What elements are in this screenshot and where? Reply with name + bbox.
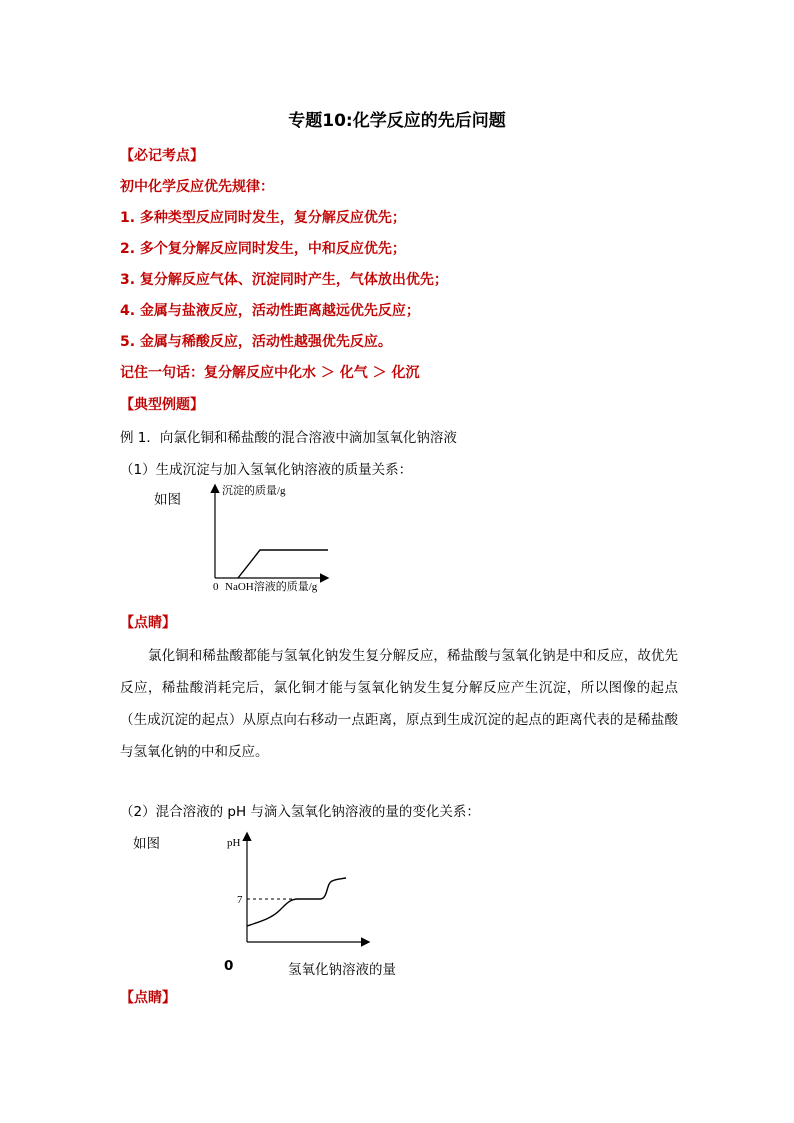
graph-precipitate-mass xyxy=(205,480,335,598)
rule-item: 3. 复分解反应气体、沉淀同时产生，气体放出优先； xyxy=(120,272,448,288)
section-heading-tip-2: 【点睛】 xyxy=(120,990,176,1006)
graph-ph-change xyxy=(220,826,380,976)
rule-item: 2. 多个复分解反应同时发生，中和反应优先； xyxy=(120,241,406,257)
ph-curve xyxy=(247,878,346,926)
rules-intro: 初中化学反应优先规律： xyxy=(120,179,274,195)
question-1-text: （1）生成沉淀与加入氢氧化钠溶液的质量关系： xyxy=(120,462,413,478)
graph2-x-axis-label: 氢氧化钠溶液的量 xyxy=(288,962,396,978)
ph-7-tick-label: 7 xyxy=(237,894,243,906)
section-heading-tip: 【点睛】 xyxy=(120,615,176,631)
section-heading-must-remember: 【必记考点】 xyxy=(120,148,204,164)
figure-label-1: 如图 xyxy=(154,492,181,508)
figure-label-2: 如图 xyxy=(133,836,160,852)
remember-line: 记住一句话：复分解反应中化水 ＞ 化气 ＞ 化沉 xyxy=(120,365,420,381)
precipitate-curve xyxy=(238,550,328,578)
y-axis-label: 沉淀的质量/g xyxy=(222,485,286,497)
question-2-text: （2）混合溶液的 pH 与滴入氢氧化钠溶液的量的变化关系： xyxy=(120,804,480,820)
section-heading-examples: 【典型例题】 xyxy=(120,397,204,413)
graph2-origin-label: 0 xyxy=(224,958,234,974)
example-1-text: 例 1．向氯化铜和稀盐酸的混合溶液中滴加氢氧化钠溶液 xyxy=(120,430,457,446)
y-axis-label: pH xyxy=(227,837,241,849)
x-axis-label: NaOH溶液的质量/g xyxy=(225,581,318,593)
rule-item: 4. 金属与盐液反应，活动性距离越远优先反应； xyxy=(120,303,420,319)
page-title: 专题10:化学反应的先后问题 xyxy=(288,111,506,131)
rule-item: 1. 多种类型反应同时发生，复分解反应优先； xyxy=(120,210,406,226)
tip-paragraph-1: 氯化铜和稀盐酸都能与氢氧化钠发生复分解反应，稀盐酸与氢氧化钠是中和反应，故优先反应，稀盐酸消耗完后，氯化铜才能与氢氧化钠发生复分解反应产生沉淀，所以图像的起点（生成沉淀的起点）从原点向右移动一点距离，原点到生成沉淀的起点的距离代表的是稀盐酸与氢氧化钠的中和反应。 xyxy=(120,648,678,760)
rule-item: 5. 金属与稀酸反应，活动性越强优先反应。 xyxy=(120,334,392,350)
origin-label: 0 xyxy=(213,581,219,593)
